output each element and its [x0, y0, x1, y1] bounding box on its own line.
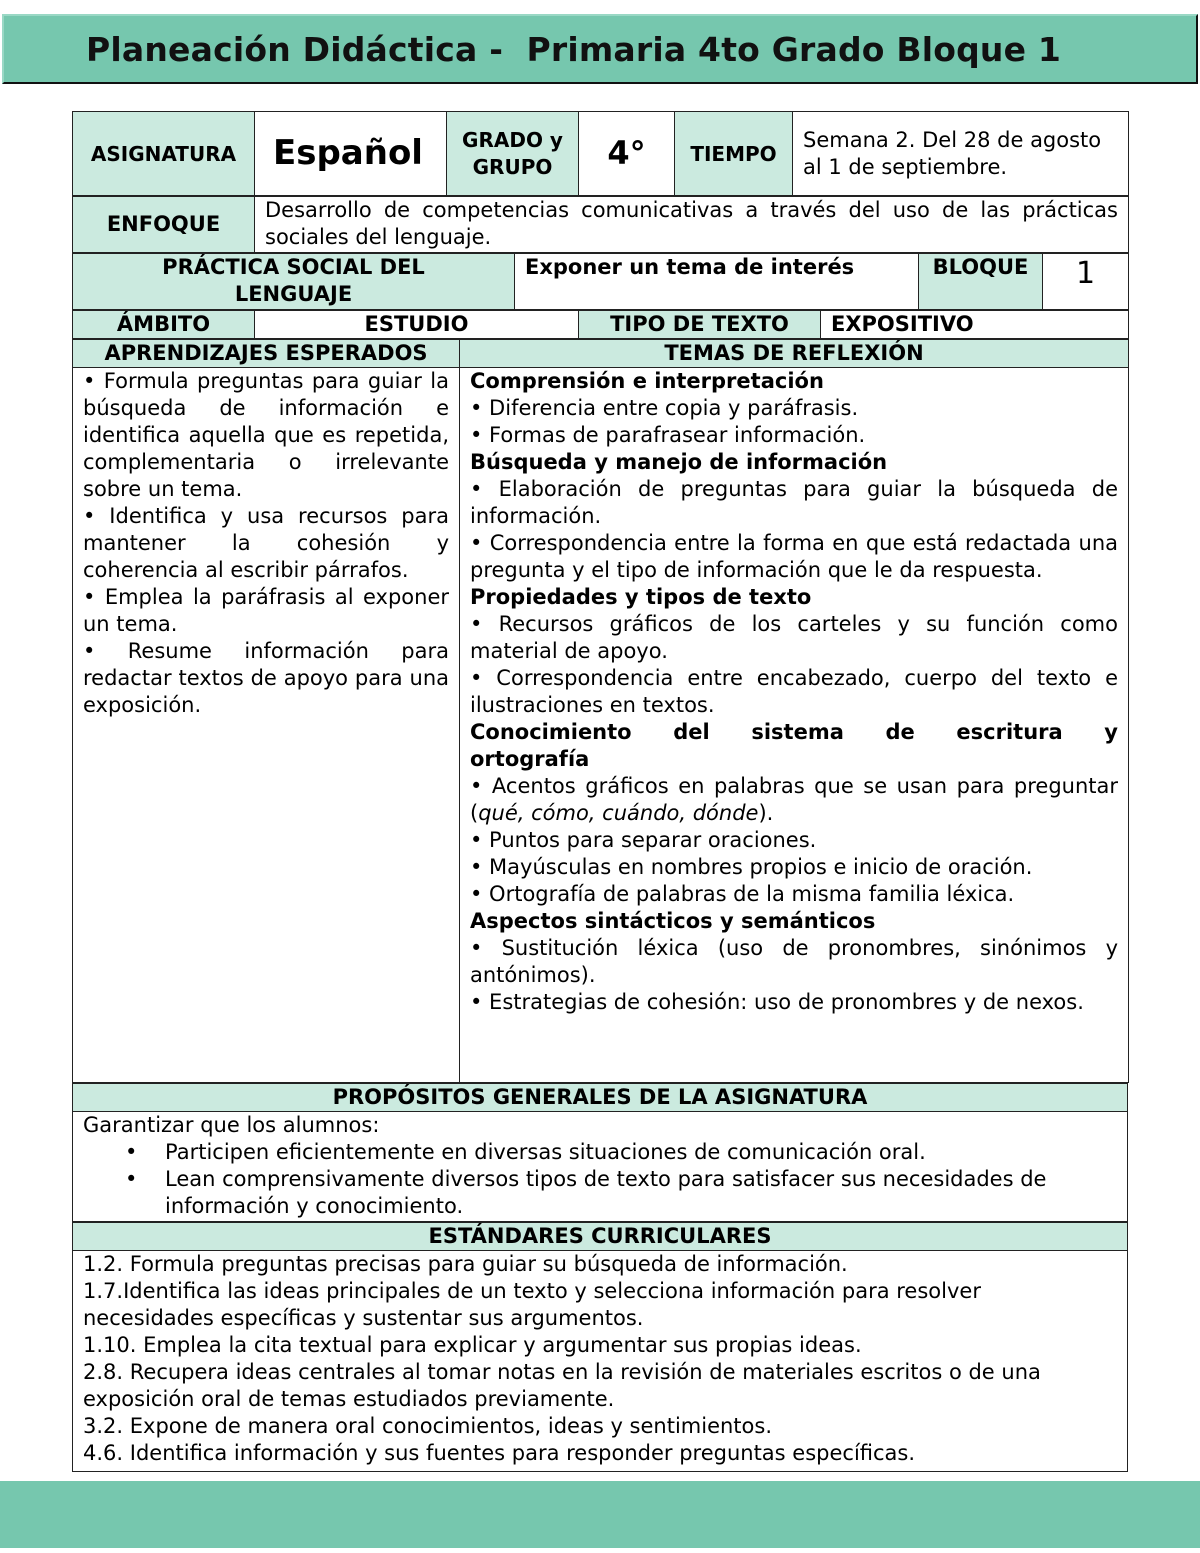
tema-section-title-continued: ortografía: [470, 747, 590, 771]
tema-item: • Elaboración de preguntas para guiar la búsqueda de información.: [470, 477, 1118, 528]
aprendizaje-item: • Resume información para redactar textos de apoyo para una exposición.: [83, 639, 449, 717]
ambito-value: ESTUDIO: [255, 311, 579, 339]
enfoque-table: [72, 196, 1129, 253]
estandares-body: [73, 1251, 1128, 1472]
aprendizaje-item: • Emplea la paráfrasis al exponer un tema.: [83, 585, 449, 636]
tema-section-title: Conocimiento del sistema de escritura y: [470, 720, 1118, 744]
estandar-item: 1.2. Formula preguntas precisas para guiar su búsqueda de información.: [83, 1252, 848, 1276]
practica-label: PRÁCTICA SOCIAL DEL LENGUAJE: [73, 254, 515, 310]
tema-item: [470, 773, 1118, 827]
ambito-label: ÁMBITO: [73, 311, 255, 339]
practica-value: Exponer un tema de interés: [515, 254, 919, 310]
aprendizajes-list: [73, 368, 460, 1083]
info-table: [72, 111, 1129, 196]
aprendizajes-heading: APRENDIZAJES ESPERADOS: [73, 340, 460, 368]
tema-item-text-end: ).: [758, 801, 774, 825]
tipo-texto-value: EXPOSITIVO: [821, 311, 1129, 339]
estandar-item: 3.2. Expone de manera oral conocimientos, ideas y sentimientos.: [83, 1414, 773, 1438]
grado-label: GRADO y GRUPO: [447, 112, 579, 196]
temas-list: [460, 368, 1129, 1083]
asignatura-value: Español: [255, 112, 447, 196]
tema-section-title: Propiedades y tipos de texto: [470, 585, 812, 609]
estandar-item: 1.7.Identifica las ideas principales de un texto y selecciona información para resolver necesidades específicas y sustentar sus argumentos.: [83, 1279, 981, 1330]
tiempo-value: Semana 2. Del 28 de agosto al 1 de septiembre.: [793, 112, 1129, 196]
enfoque-label: ENFOQUE: [73, 197, 255, 253]
temas-heading: TEMAS DE REFLEXIÓN: [460, 340, 1129, 368]
propositos-body: [73, 1112, 1128, 1222]
tema-item-text: • Acentos gráficos en palabras que se usan para preguntar (: [470, 774, 1118, 825]
tiempo-label: TIEMPO: [675, 112, 793, 196]
tema-section-title: Aspectos sintácticos y semánticos: [470, 909, 876, 933]
content-table: [72, 339, 1129, 1083]
aprendizaje-item: • Identifica y usa recursos para mantener la cohesión y coherencia al escribir párrafos.: [83, 504, 449, 582]
asignatura-label: ASIGNATURA: [73, 112, 255, 196]
proposito-item: • Lean comprensivamente diversos tipos de texto para satisfacer sus necesidades de información y conocimiento.: [83, 1166, 1117, 1220]
propositos-table: [72, 1083, 1128, 1222]
estandares-table: [72, 1222, 1128, 1472]
tema-item: • Ortografía de palabras de la misma familia léxica.: [470, 882, 1015, 906]
footer-band: [0, 1481, 1200, 1548]
tema-item: • Correspondencia entre la forma en que está redactada una pregunta y el tipo de información que le da respuesta.: [470, 531, 1118, 582]
enfoque-value: Desarrollo de competencias comunicativas a través del uso de las prácticas sociales del lenguaje.: [255, 197, 1129, 253]
tema-item: • Sustitución léxica (uso de pronombres, sinónimos y antónimos).: [470, 936, 1118, 987]
planning-sheet: [72, 111, 1128, 1472]
estandares-heading: ESTÁNDARES CURRICULARES: [73, 1223, 1128, 1251]
aprendizaje-item: • Formula preguntas para guiar la búsqueda de información e identifica aquella que es repetida, complementaria o irrelevante sobre un tema.: [83, 369, 449, 501]
practica-table: [72, 253, 1129, 310]
page-title: Planeación Didáctica - Primaria 4to Grado Bloque 1: [2, 14, 1198, 84]
tipo-texto-label: TIPO DE TEXTO: [579, 311, 821, 339]
proposito-item: • Participen eficientemente en diversas situaciones de comunicación oral.: [83, 1139, 1117, 1166]
tema-item: • Correspondencia entre encabezado, cuerpo del texto e ilustraciones en textos.: [470, 666, 1118, 717]
grado-value: 4°: [579, 112, 675, 196]
tema-section-title: Búsqueda y manejo de información: [470, 450, 888, 474]
bloque-label: BLOQUE: [919, 254, 1043, 310]
tema-item: • Puntos para separar oraciones.: [470, 828, 817, 852]
propositos-intro: Garantizar que los alumnos:: [83, 1113, 380, 1137]
estandar-item: 2.8. Recupera ideas centrales al tomar notas en la revisión de materiales escritos o de una exposición oral de temas estudiados previamente.: [83, 1360, 1041, 1411]
tema-section-title: Comprensión e interpretación: [470, 369, 824, 393]
estandar-item: 1.10. Emplea la cita textual para explicar y argumentar sus propias ideas.: [83, 1333, 862, 1357]
bloque-value: 1: [1043, 254, 1129, 310]
tema-item: • Mayúsculas en nombres propios e inicio de oración.: [470, 855, 1033, 879]
tema-item: • Formas de parafrasear información.: [470, 423, 866, 447]
tema-item: • Estrategias de cohesión: uso de pronombres y de nexos.: [470, 990, 1084, 1014]
estandar-item: 4.6. Identifica información y sus fuentes para responder preguntas específicas.: [83, 1441, 916, 1465]
tema-item-italic-words: qué, cómo, cuándo, dónde: [478, 801, 759, 825]
tema-item: • Recursos gráficos de los carteles y su función como material de apoyo.: [470, 612, 1118, 663]
ambito-table: [72, 310, 1129, 339]
tema-item: • Diferencia entre copia y paráfrasis.: [470, 396, 859, 420]
propositos-heading: PROPÓSITOS GENERALES DE LA ASIGNATURA: [73, 1084, 1128, 1112]
